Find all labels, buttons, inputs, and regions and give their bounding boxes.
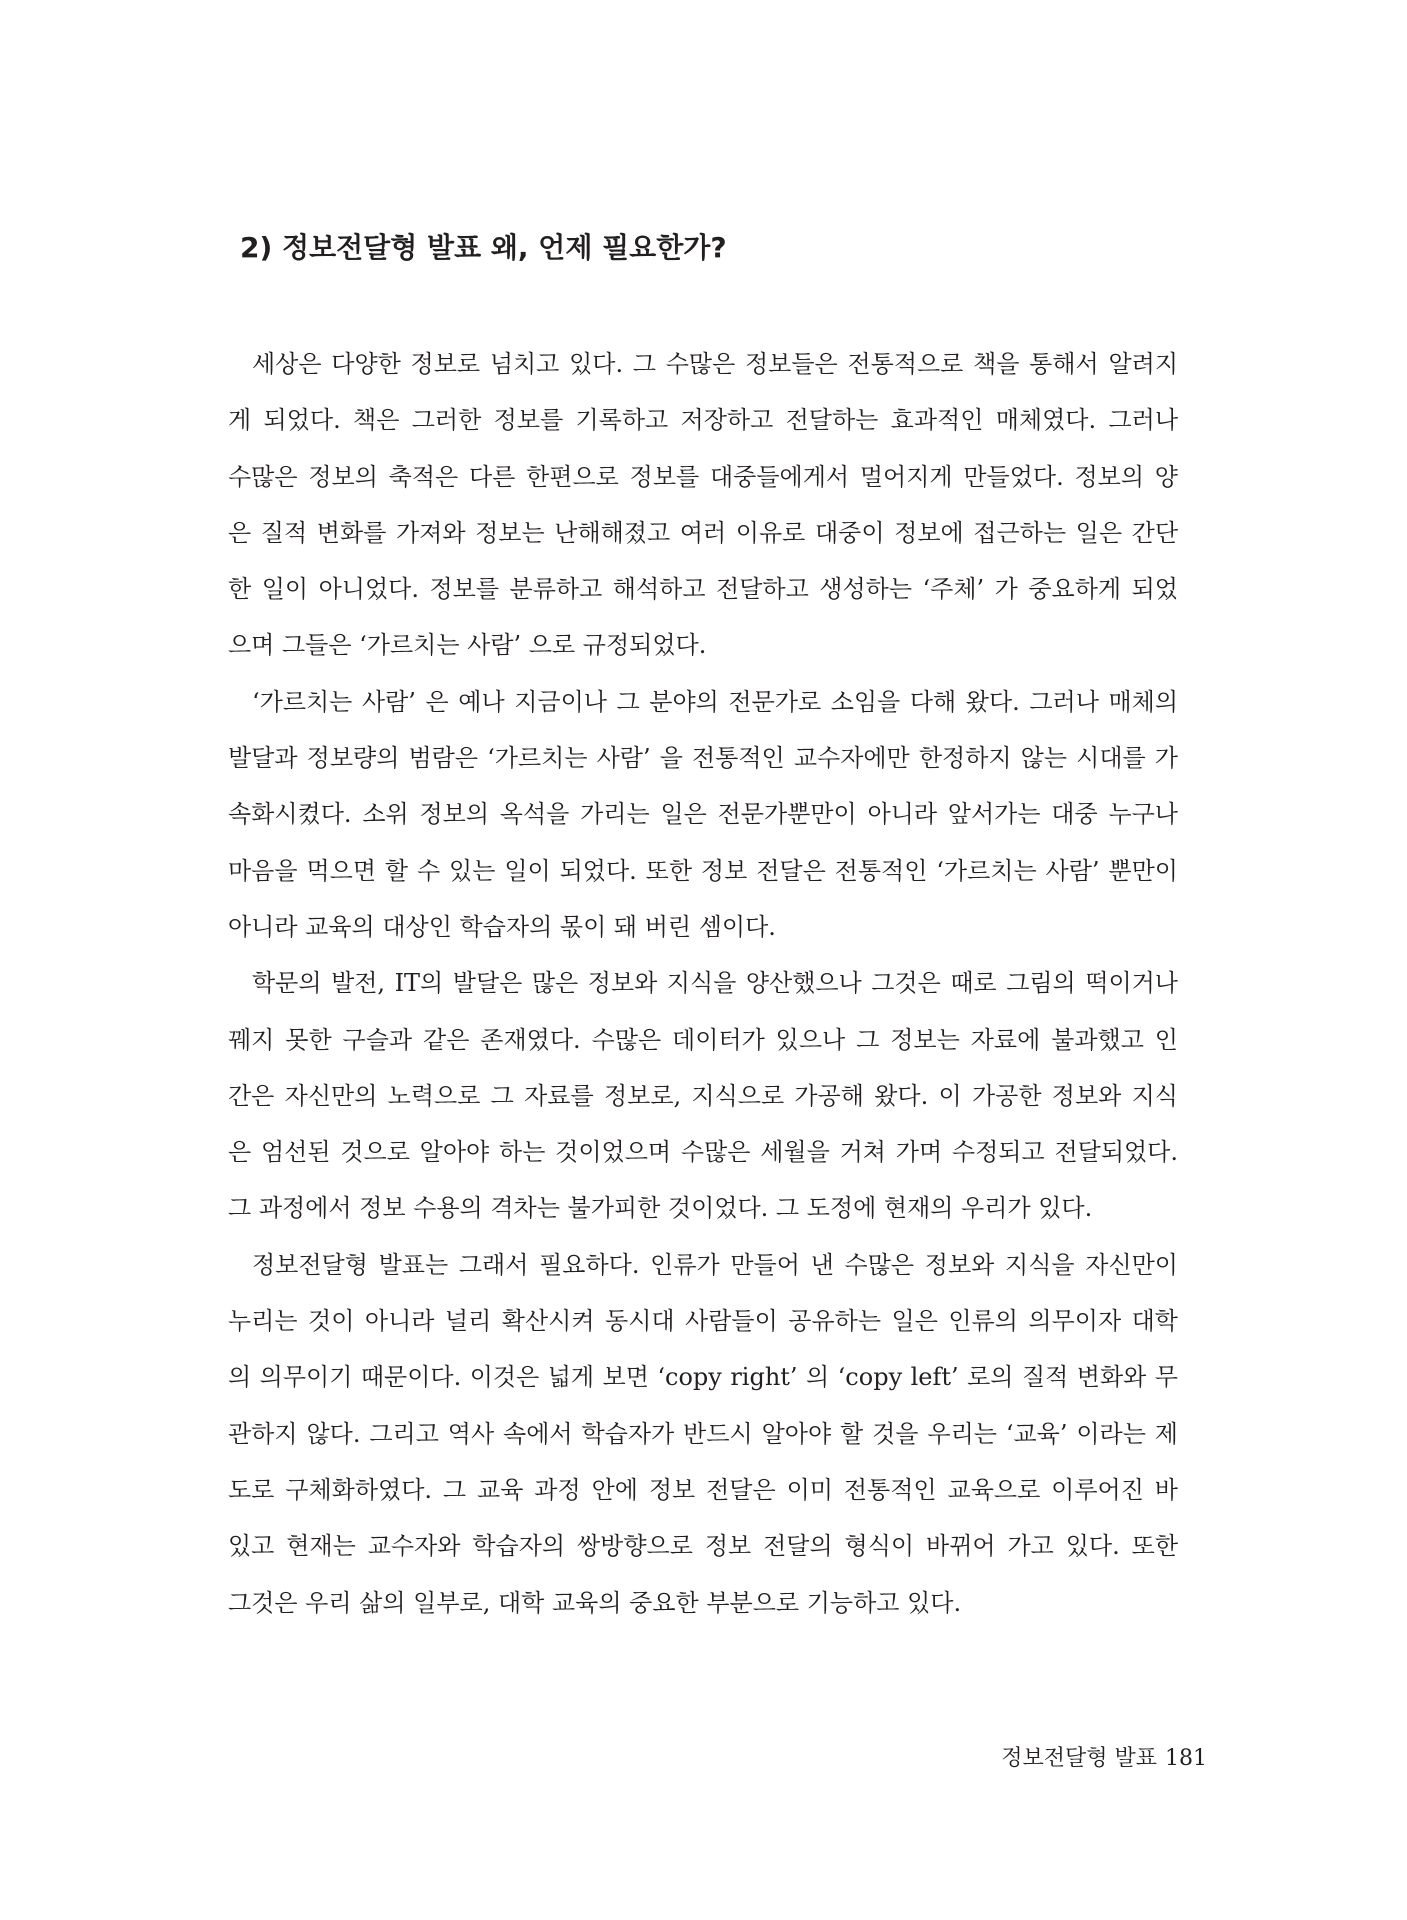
body-text bbox=[228, 336, 1178, 1631]
text-line: 수많은 정보의 축적은 다른 한편으로 정보를 대중들에게서 멀어지게 만들었다. 정보의 양 bbox=[228, 462, 1178, 491]
text-line: 관하지 않다. 그리고 역사 속에서 학습자가 반드시 알아야 할 것을 우리는 ‘교육’ 이라는 제 bbox=[228, 1419, 1178, 1448]
text-line: 학문의 발전, IT의 발달은 많은 정보와 지식을 양산했으나 그것은 때로 그림의 떡이거나 bbox=[252, 969, 1178, 998]
paragraph bbox=[228, 336, 1178, 674]
text-line: 도로 구체화하였다. 그 교육 과정 안에 정보 전달은 이미 전통적인 교육으로 이루어진 바 bbox=[228, 1475, 1178, 1504]
text-line: 그 과정에서 정보 수용의 격차는 불가피한 것이었다. 그 도정에 현재의 우리가 있다. bbox=[228, 1194, 1093, 1223]
text-line: 발달과 정보량의 범람은 ‘가르치는 사람’ 을 전통적인 교수자에만 한정하지 않는 시대를 가 bbox=[228, 744, 1178, 773]
text-line: 한 일이 아니었다. 정보를 분류하고 해석하고 전달하고 생성하는 ‘주체’ 가 중요하게 되었 bbox=[228, 575, 1178, 604]
text-line: 세상은 다양한 정보로 넘치고 있다. 그 수많은 정보들은 전통적으로 책을 통해서 알려지 bbox=[252, 350, 1178, 378]
paragraph bbox=[228, 955, 1178, 1236]
text-line: 은 질적 변화를 가져와 정보는 난해해졌고 여러 이유로 대중이 정보에 접근하는 일은 간단 bbox=[228, 518, 1178, 547]
text-line: 누리는 것이 아니라 널리 확산시켜 동시대 사람들이 공유하는 일은 인류의 의무이자 대학 bbox=[228, 1307, 1178, 1336]
text-line: 간은 자신만의 노력으로 그 자료를 정보로, 지식으로 가공해 왔다. 이 가공한 정보와 지식 bbox=[228, 1081, 1178, 1110]
paragraph bbox=[228, 1237, 1178, 1631]
page-number: 181 bbox=[1165, 1746, 1207, 1771]
paragraph bbox=[228, 674, 1178, 955]
text-line: 있고 현재는 교수자와 학습자의 쌍방향으로 정보 전달의 형식이 바뀌어 가고 있다. 또한 bbox=[228, 1532, 1179, 1561]
running-footer bbox=[1001, 1743, 1207, 1774]
running-title: 정보전달형 발표 bbox=[1001, 1746, 1157, 1771]
text-line: ‘가르치는 사람’ 은 예나 지금이나 그 분야의 전문가로 소임을 다해 왔다. 그러나 매체의 bbox=[252, 687, 1178, 716]
text-line: 아니라 교육의 대상인 학습자의 몫이 돼 버린 셈이다. bbox=[228, 912, 776, 941]
text-line: 은 엄선된 것으로 알아야 하는 것이었으며 수많은 세월을 거쳐 가며 수정되고 전달되었다. bbox=[228, 1138, 1178, 1167]
text-line: 마음을 먹으면 할 수 있는 일이 되었다. 또한 정보 전달은 전통적인 ‘가르치는 사람’ 뿐만이 bbox=[228, 856, 1178, 885]
text-line: 의 의무이기 때문이다. 이것은 넓게 보면 ‘copy right’ 의 ‘copy left’ 로의 질적 변화와 무 bbox=[228, 1363, 1178, 1392]
text-line: 꿰지 못한 구슬과 같은 존재였다. 수많은 데이터가 있으나 그 정보는 자료에 불과했고 인 bbox=[228, 1025, 1178, 1054]
text-line: 그것은 우리 삶의 일부로, 대학 교육의 중요한 부분으로 기능하고 있다. bbox=[228, 1588, 962, 1617]
text-line: 정보전달형 발표는 그래서 필요하다. 인류가 만들어 낸 수많은 정보와 지식을 자신만이 bbox=[252, 1250, 1178, 1279]
text-line: 게 되었다. 책은 그러한 정보를 기록하고 저장하고 전달하는 효과적인 매체였다. 그러나 bbox=[228, 406, 1178, 435]
text-line: 속화시켰다. 소위 정보의 옥석을 가리는 일은 전문가뿐만이 아니라 앞서가는 대중 누구나 bbox=[228, 800, 1178, 829]
section-heading: 2) 정보전달형 발표 왜, 언제 필요한가? bbox=[240, 231, 727, 264]
text-line: 으며 그들은 ‘가르치는 사람’ 으로 규정되었다. bbox=[228, 631, 707, 660]
